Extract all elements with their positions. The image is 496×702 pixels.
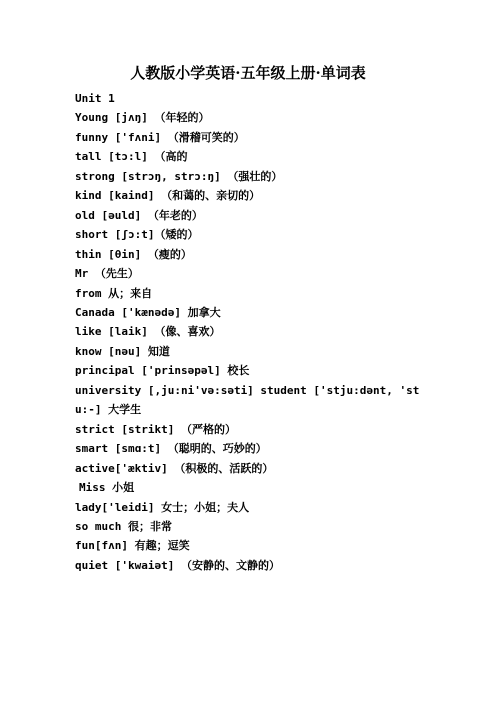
document-title: 人教版小学英语·五年级上册·单词表 xyxy=(130,64,366,82)
vocabulary-entry-university-student: university [,ju:ni'və:səti] student ['stju:dənt, 'stu:-] 大学生 xyxy=(75,383,420,417)
vocabulary-entry-smart: smart [smɑ:t] （聪明的、巧妙的） xyxy=(75,442,267,456)
vocabulary-entry-thin: thin [θin] （瘦的） xyxy=(75,247,192,261)
vocabulary-entry-so-much: so much 很；非常 xyxy=(75,519,172,533)
vocabulary-entry-fun: fun[fʌn] 有趣；逗笑 xyxy=(75,539,190,553)
vocabulary-entry-principal: principal ['prinsəpəl] 校长 xyxy=(75,364,250,378)
vocabulary-entry-short: short [ʃɔ:t]（矮的） xyxy=(75,228,199,242)
vocabulary-entry-quiet: quiet ['kwaiət] （安静的、文静的） xyxy=(75,558,280,572)
vocabulary-entry-tall: tall [tɔ:l] （高的 xyxy=(75,150,188,164)
vocabulary-entry-strict: strict [strikt] （严格的） xyxy=(75,422,236,436)
vocabulary-entry-mr: Mr （先生） xyxy=(75,267,139,281)
vocabulary-entry-from: from 从；来自 xyxy=(75,286,153,300)
vocabulary-entry-lady: lady['leidi] 女士；小姐；夫人 xyxy=(75,500,250,514)
vocabulary-entry-know: know [nəu] 知道 xyxy=(75,344,170,358)
vocabulary-entry-canada: Canada ['kænədə] 加拿大 xyxy=(75,305,221,319)
vocabulary-entry-miss: Miss 小姐 xyxy=(79,481,135,495)
unit-heading: Unit 1 xyxy=(75,92,115,105)
vocabulary-entry-strong: strong [strɔŋ, strɔ:ŋ] （强壮的） xyxy=(75,169,283,183)
vocabulary-entry-like: like [laik] （像、喜欢） xyxy=(75,325,221,339)
vocabulary-entry-old: old [əuld] （年老的） xyxy=(75,208,203,222)
vocabulary-entry-kind: kind [kaind] （和蔼的、亲切的） xyxy=(75,189,261,203)
vocabulary-entry-young: Young [jʌŋ] （年轻的） xyxy=(75,111,210,125)
vocabulary-entry-funny: funny ['fʌni] （滑稽可笑的） xyxy=(75,130,245,144)
vocabulary-entry-active: active['æktiv] （积极的、活跃的） xyxy=(75,461,274,475)
vocabulary-list xyxy=(75,89,425,575)
